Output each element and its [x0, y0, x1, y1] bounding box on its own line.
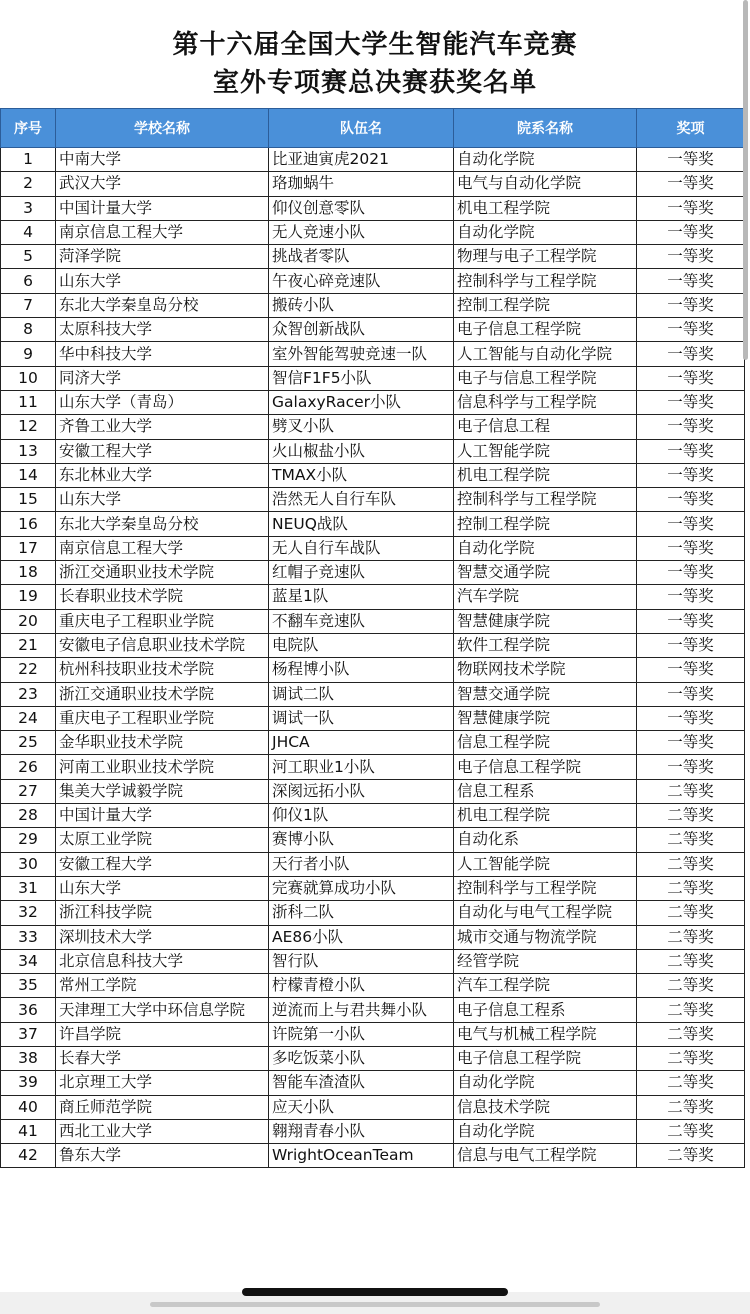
team-name: 仰仪1队 — [269, 804, 454, 828]
school-name: 商丘师范学院 — [56, 1095, 269, 1119]
table-row — [1, 148, 745, 172]
school-name: 重庆电子工程职业学院 — [56, 609, 269, 633]
department-name: 控制工程学院 — [454, 293, 637, 317]
award: 二等奖 — [637, 1022, 745, 1046]
header-award: 奖项 — [637, 109, 745, 148]
team-name: AE86小队 — [269, 925, 454, 949]
team-name: 河工职业1小队 — [269, 755, 454, 779]
award: 一等奖 — [637, 245, 745, 269]
department-name: 电子与信息工程学院 — [454, 366, 637, 390]
department-name: 控制科学与工程学院 — [454, 488, 637, 512]
school-name: 杭州科技职业技术学院 — [56, 658, 269, 682]
team-name: 调试一队 — [269, 706, 454, 730]
school-name: 山东大学 — [56, 269, 269, 293]
team-name: 完赛就算成功小队 — [269, 876, 454, 900]
row-index: 25 — [1, 731, 56, 755]
award: 二等奖 — [637, 779, 745, 803]
department-name: 智慧健康学院 — [454, 706, 637, 730]
header-school: 学校名称 — [56, 109, 269, 148]
award: 二等奖 — [637, 1095, 745, 1119]
header-index: 序号 — [1, 109, 56, 148]
school-name: 东北大学秦皇岛分校 — [56, 512, 269, 536]
school-name: 华中科技大学 — [56, 342, 269, 366]
row-index: 1 — [1, 148, 56, 172]
team-name: 珞珈蜗牛 — [269, 172, 454, 196]
row-index: 17 — [1, 536, 56, 560]
award: 二等奖 — [637, 949, 745, 973]
award: 一等奖 — [637, 318, 745, 342]
table-row — [1, 925, 745, 949]
row-index: 34 — [1, 949, 56, 973]
row-index: 21 — [1, 633, 56, 657]
team-name: 午夜心碎竞速队 — [269, 269, 454, 293]
table-row — [1, 1119, 745, 1143]
row-index: 24 — [1, 706, 56, 730]
award: 二等奖 — [637, 876, 745, 900]
row-index: 33 — [1, 925, 56, 949]
school-name: 南京信息工程大学 — [56, 220, 269, 244]
row-index: 14 — [1, 463, 56, 487]
row-index: 5 — [1, 245, 56, 269]
department-name: 智慧健康学院 — [454, 609, 637, 633]
school-name: 山东大学 — [56, 488, 269, 512]
school-name: 中国计量大学 — [56, 196, 269, 220]
team-name: WrightOceanTeam — [269, 1144, 454, 1168]
row-index: 26 — [1, 755, 56, 779]
department-name: 电子信息工程学院 — [454, 1046, 637, 1070]
school-name: 太原工业学院 — [56, 828, 269, 852]
table-row — [1, 1144, 745, 1168]
table-row — [1, 901, 745, 925]
table-row — [1, 220, 745, 244]
award: 一等奖 — [637, 342, 745, 366]
school-name: 安徽电子信息职业技术学院 — [56, 633, 269, 657]
award: 二等奖 — [637, 1144, 745, 1168]
row-index: 20 — [1, 609, 56, 633]
team-name: 室外智能驾驶竞速一队 — [269, 342, 454, 366]
award: 一等奖 — [637, 633, 745, 657]
team-name: 天行者小队 — [269, 852, 454, 876]
row-index: 19 — [1, 585, 56, 609]
school-name: 东北大学秦皇岛分校 — [56, 293, 269, 317]
award: 一等奖 — [637, 269, 745, 293]
row-index: 15 — [1, 488, 56, 512]
school-name: 太原科技大学 — [56, 318, 269, 342]
row-index: 16 — [1, 512, 56, 536]
department-name: 智慧交通学院 — [454, 561, 637, 585]
row-index: 37 — [1, 1022, 56, 1046]
award: 一等奖 — [637, 390, 745, 414]
school-name: 山东大学 — [56, 876, 269, 900]
table-row — [1, 949, 745, 973]
department-name: 自动化系 — [454, 828, 637, 852]
team-name: 赛博小队 — [269, 828, 454, 852]
table-row — [1, 998, 745, 1022]
row-index: 28 — [1, 804, 56, 828]
table-row — [1, 609, 745, 633]
award: 二等奖 — [637, 804, 745, 828]
table-body — [1, 148, 745, 1168]
row-index: 13 — [1, 439, 56, 463]
table-row — [1, 633, 745, 657]
row-index: 31 — [1, 876, 56, 900]
table-row — [1, 1071, 745, 1095]
row-index: 22 — [1, 658, 56, 682]
school-name: 中国计量大学 — [56, 804, 269, 828]
team-name: 众智创新战队 — [269, 318, 454, 342]
team-name: 翱翔青春小队 — [269, 1119, 454, 1143]
school-name: 鲁东大学 — [56, 1144, 269, 1168]
school-name: 河南工业职业技术学院 — [56, 755, 269, 779]
table-row — [1, 658, 745, 682]
award: 二等奖 — [637, 1119, 745, 1143]
school-name: 东北林业大学 — [56, 463, 269, 487]
school-name: 南京信息工程大学 — [56, 536, 269, 560]
table-row — [1, 876, 745, 900]
header-department: 院系名称 — [454, 109, 637, 148]
school-name: 许昌学院 — [56, 1022, 269, 1046]
department-name: 自动化学院 — [454, 1119, 637, 1143]
team-name: 挑战者零队 — [269, 245, 454, 269]
award: 一等奖 — [637, 536, 745, 560]
row-index: 29 — [1, 828, 56, 852]
table-row — [1, 245, 745, 269]
award: 二等奖 — [637, 974, 745, 998]
horizontal-scroll-track[interactable] — [150, 1302, 600, 1307]
table-row — [1, 269, 745, 293]
row-index: 30 — [1, 852, 56, 876]
team-name: 劈叉小队 — [269, 415, 454, 439]
team-name: 比亚迪寅虎2021 — [269, 148, 454, 172]
school-name: 深圳技术大学 — [56, 925, 269, 949]
team-name: 火山椒盐小队 — [269, 439, 454, 463]
department-name: 软件工程学院 — [454, 633, 637, 657]
school-name: 北京理工大学 — [56, 1071, 269, 1095]
row-index: 39 — [1, 1071, 56, 1095]
department-name: 机电工程学院 — [454, 463, 637, 487]
table-row — [1, 415, 745, 439]
award: 二等奖 — [637, 852, 745, 876]
school-name: 安徽工程大学 — [56, 852, 269, 876]
department-name: 信息工程学院 — [454, 731, 637, 755]
team-name: 无人自行车战队 — [269, 536, 454, 560]
department-name: 汽车学院 — [454, 585, 637, 609]
department-name: 自动化学院 — [454, 1071, 637, 1095]
table-row — [1, 1095, 745, 1119]
row-index: 38 — [1, 1046, 56, 1070]
award: 一等奖 — [637, 293, 745, 317]
department-name: 控制科学与工程学院 — [454, 876, 637, 900]
school-name: 山东大学（青岛） — [56, 390, 269, 414]
row-index: 9 — [1, 342, 56, 366]
table-row — [1, 804, 745, 828]
award: 一等奖 — [637, 196, 745, 220]
table-row — [1, 439, 745, 463]
row-index: 32 — [1, 901, 56, 925]
department-name: 人工智能与自动化学院 — [454, 342, 637, 366]
team-name: 智能车渣渣队 — [269, 1071, 454, 1095]
table-row — [1, 366, 745, 390]
row-index: 7 — [1, 293, 56, 317]
home-indicator[interactable] — [242, 1288, 508, 1296]
school-name: 浙江交通职业技术学院 — [56, 561, 269, 585]
award: 二等奖 — [637, 998, 745, 1022]
table-row — [1, 536, 745, 560]
team-name: 电院队 — [269, 633, 454, 657]
department-name: 自动化学院 — [454, 220, 637, 244]
team-name: GalaxyRacer小队 — [269, 390, 454, 414]
team-name: 无人竞速小队 — [269, 220, 454, 244]
school-name: 齐鲁工业大学 — [56, 415, 269, 439]
table-row — [1, 463, 745, 487]
department-name: 电子信息工程学院 — [454, 755, 637, 779]
department-name: 物理与电子工程学院 — [454, 245, 637, 269]
award: 一等奖 — [637, 415, 745, 439]
department-name: 物联网技术学院 — [454, 658, 637, 682]
department-name: 经管学院 — [454, 949, 637, 973]
scrollbar[interactable] — [743, 0, 748, 360]
table-row — [1, 196, 745, 220]
row-index: 8 — [1, 318, 56, 342]
department-name: 机电工程学院 — [454, 196, 637, 220]
row-index: 6 — [1, 269, 56, 293]
team-name: 搬砖小队 — [269, 293, 454, 317]
team-name: 多吃饭菜小队 — [269, 1046, 454, 1070]
row-index: 12 — [1, 415, 56, 439]
department-name: 电子信息工程 — [454, 415, 637, 439]
award: 一等奖 — [637, 463, 745, 487]
award: 一等奖 — [637, 488, 745, 512]
award: 一等奖 — [637, 220, 745, 244]
team-name: NEUQ战队 — [269, 512, 454, 536]
award: 二等奖 — [637, 1071, 745, 1095]
team-name: 智行队 — [269, 949, 454, 973]
table-row — [1, 706, 745, 730]
school-name: 浙江交通职业技术学院 — [56, 682, 269, 706]
table-header-row — [1, 109, 745, 148]
department-name: 电气与自动化学院 — [454, 172, 637, 196]
department-name: 自动化学院 — [454, 536, 637, 560]
school-name: 金华职业技术学院 — [56, 731, 269, 755]
team-name: JHCA — [269, 731, 454, 755]
award: 一等奖 — [637, 366, 745, 390]
department-name: 机电工程学院 — [454, 804, 637, 828]
department-name: 控制工程学院 — [454, 512, 637, 536]
school-name: 中南大学 — [56, 148, 269, 172]
team-name: 智信F1F5小队 — [269, 366, 454, 390]
row-index: 18 — [1, 561, 56, 585]
row-index: 41 — [1, 1119, 56, 1143]
team-name: 调试二队 — [269, 682, 454, 706]
table-row — [1, 512, 745, 536]
team-name: TMAX小队 — [269, 463, 454, 487]
team-name: 蓝星1队 — [269, 585, 454, 609]
award: 二等奖 — [637, 901, 745, 925]
award: 一等奖 — [637, 755, 745, 779]
award: 一等奖 — [637, 658, 745, 682]
award: 一等奖 — [637, 172, 745, 196]
team-name: 深阂远拓小队 — [269, 779, 454, 803]
department-name: 自动化与电气工程学院 — [454, 901, 637, 925]
title-line-1: 第十六届全国大学生智能汽车竞赛 — [172, 30, 578, 60]
school-name: 安徽工程大学 — [56, 439, 269, 463]
row-index: 23 — [1, 682, 56, 706]
school-name: 武汉大学 — [56, 172, 269, 196]
row-index: 42 — [1, 1144, 56, 1168]
school-name: 长春职业技术学院 — [56, 585, 269, 609]
award: 二等奖 — [637, 828, 745, 852]
award: 一等奖 — [637, 731, 745, 755]
table-row — [1, 828, 745, 852]
school-name: 菏泽学院 — [56, 245, 269, 269]
department-name: 人工智能学院 — [454, 439, 637, 463]
award-table — [0, 108, 745, 1168]
team-name: 逆流而上与君共舞小队 — [269, 998, 454, 1022]
school-name: 集美大学诚毅学院 — [56, 779, 269, 803]
table-row — [1, 318, 745, 342]
department-name: 汽车工程学院 — [454, 974, 637, 998]
table-row — [1, 682, 745, 706]
department-name: 电气与机械工程学院 — [454, 1022, 637, 1046]
department-name: 信息工程系 — [454, 779, 637, 803]
award: 一等奖 — [637, 706, 745, 730]
table-row — [1, 585, 745, 609]
table-row — [1, 488, 745, 512]
team-name: 浩然无人自行车队 — [269, 488, 454, 512]
school-name: 重庆电子工程职业学院 — [56, 706, 269, 730]
table-row — [1, 779, 745, 803]
table-row — [1, 1046, 745, 1070]
table-row — [1, 293, 745, 317]
school-name: 天津理工大学中环信息学院 — [56, 998, 269, 1022]
team-name: 应天小队 — [269, 1095, 454, 1119]
award: 一等奖 — [637, 439, 745, 463]
department-name: 信息科学与工程学院 — [454, 390, 637, 414]
award: 一等奖 — [637, 609, 745, 633]
team-name: 浙科二队 — [269, 901, 454, 925]
row-index: 2 — [1, 172, 56, 196]
table-row — [1, 561, 745, 585]
award: 一等奖 — [637, 585, 745, 609]
title-line-2: 室外专项赛总决赛获奖名单 — [212, 68, 537, 98]
table-row — [1, 755, 745, 779]
department-name: 信息与电气工程学院 — [454, 1144, 637, 1168]
school-name: 北京信息科技大学 — [56, 949, 269, 973]
row-index: 40 — [1, 1095, 56, 1119]
department-name: 电子信息工程系 — [454, 998, 637, 1022]
table-row — [1, 852, 745, 876]
award: 一等奖 — [637, 682, 745, 706]
row-index: 35 — [1, 974, 56, 998]
award: 二等奖 — [637, 925, 745, 949]
table-row — [1, 172, 745, 196]
award: 一等奖 — [637, 561, 745, 585]
department-name: 人工智能学院 — [454, 852, 637, 876]
table-row — [1, 342, 745, 366]
row-index: 11 — [1, 390, 56, 414]
department-name: 控制科学与工程学院 — [454, 269, 637, 293]
row-index: 36 — [1, 998, 56, 1022]
department-name: 智慧交通学院 — [454, 682, 637, 706]
row-index: 27 — [1, 779, 56, 803]
department-name: 城市交通与物流学院 — [454, 925, 637, 949]
school-name: 常州工学院 — [56, 974, 269, 998]
department-name: 电子信息工程学院 — [454, 318, 637, 342]
row-index: 4 — [1, 220, 56, 244]
team-name: 仰仪创意零队 — [269, 196, 454, 220]
department-name: 信息技术学院 — [454, 1095, 637, 1119]
school-name: 同济大学 — [56, 366, 269, 390]
school-name: 长春大学 — [56, 1046, 269, 1070]
department-name: 自动化学院 — [454, 148, 637, 172]
team-name: 杨程博小队 — [269, 658, 454, 682]
team-name: 红帽子竞速队 — [269, 561, 454, 585]
team-name: 不翻车竞速队 — [269, 609, 454, 633]
award: 二等奖 — [637, 1046, 745, 1070]
table-row — [1, 731, 745, 755]
school-name: 西北工业大学 — [56, 1119, 269, 1143]
award: 一等奖 — [637, 512, 745, 536]
award: 一等奖 — [637, 148, 745, 172]
school-name: 浙江科技学院 — [56, 901, 269, 925]
team-name: 许院第一小队 — [269, 1022, 454, 1046]
table-row — [1, 974, 745, 998]
header-team: 队伍名 — [269, 109, 454, 148]
row-index: 3 — [1, 196, 56, 220]
table-row — [1, 1022, 745, 1046]
row-index: 10 — [1, 366, 56, 390]
table-row — [1, 390, 745, 414]
team-name: 柠檬青橙小队 — [269, 974, 454, 998]
